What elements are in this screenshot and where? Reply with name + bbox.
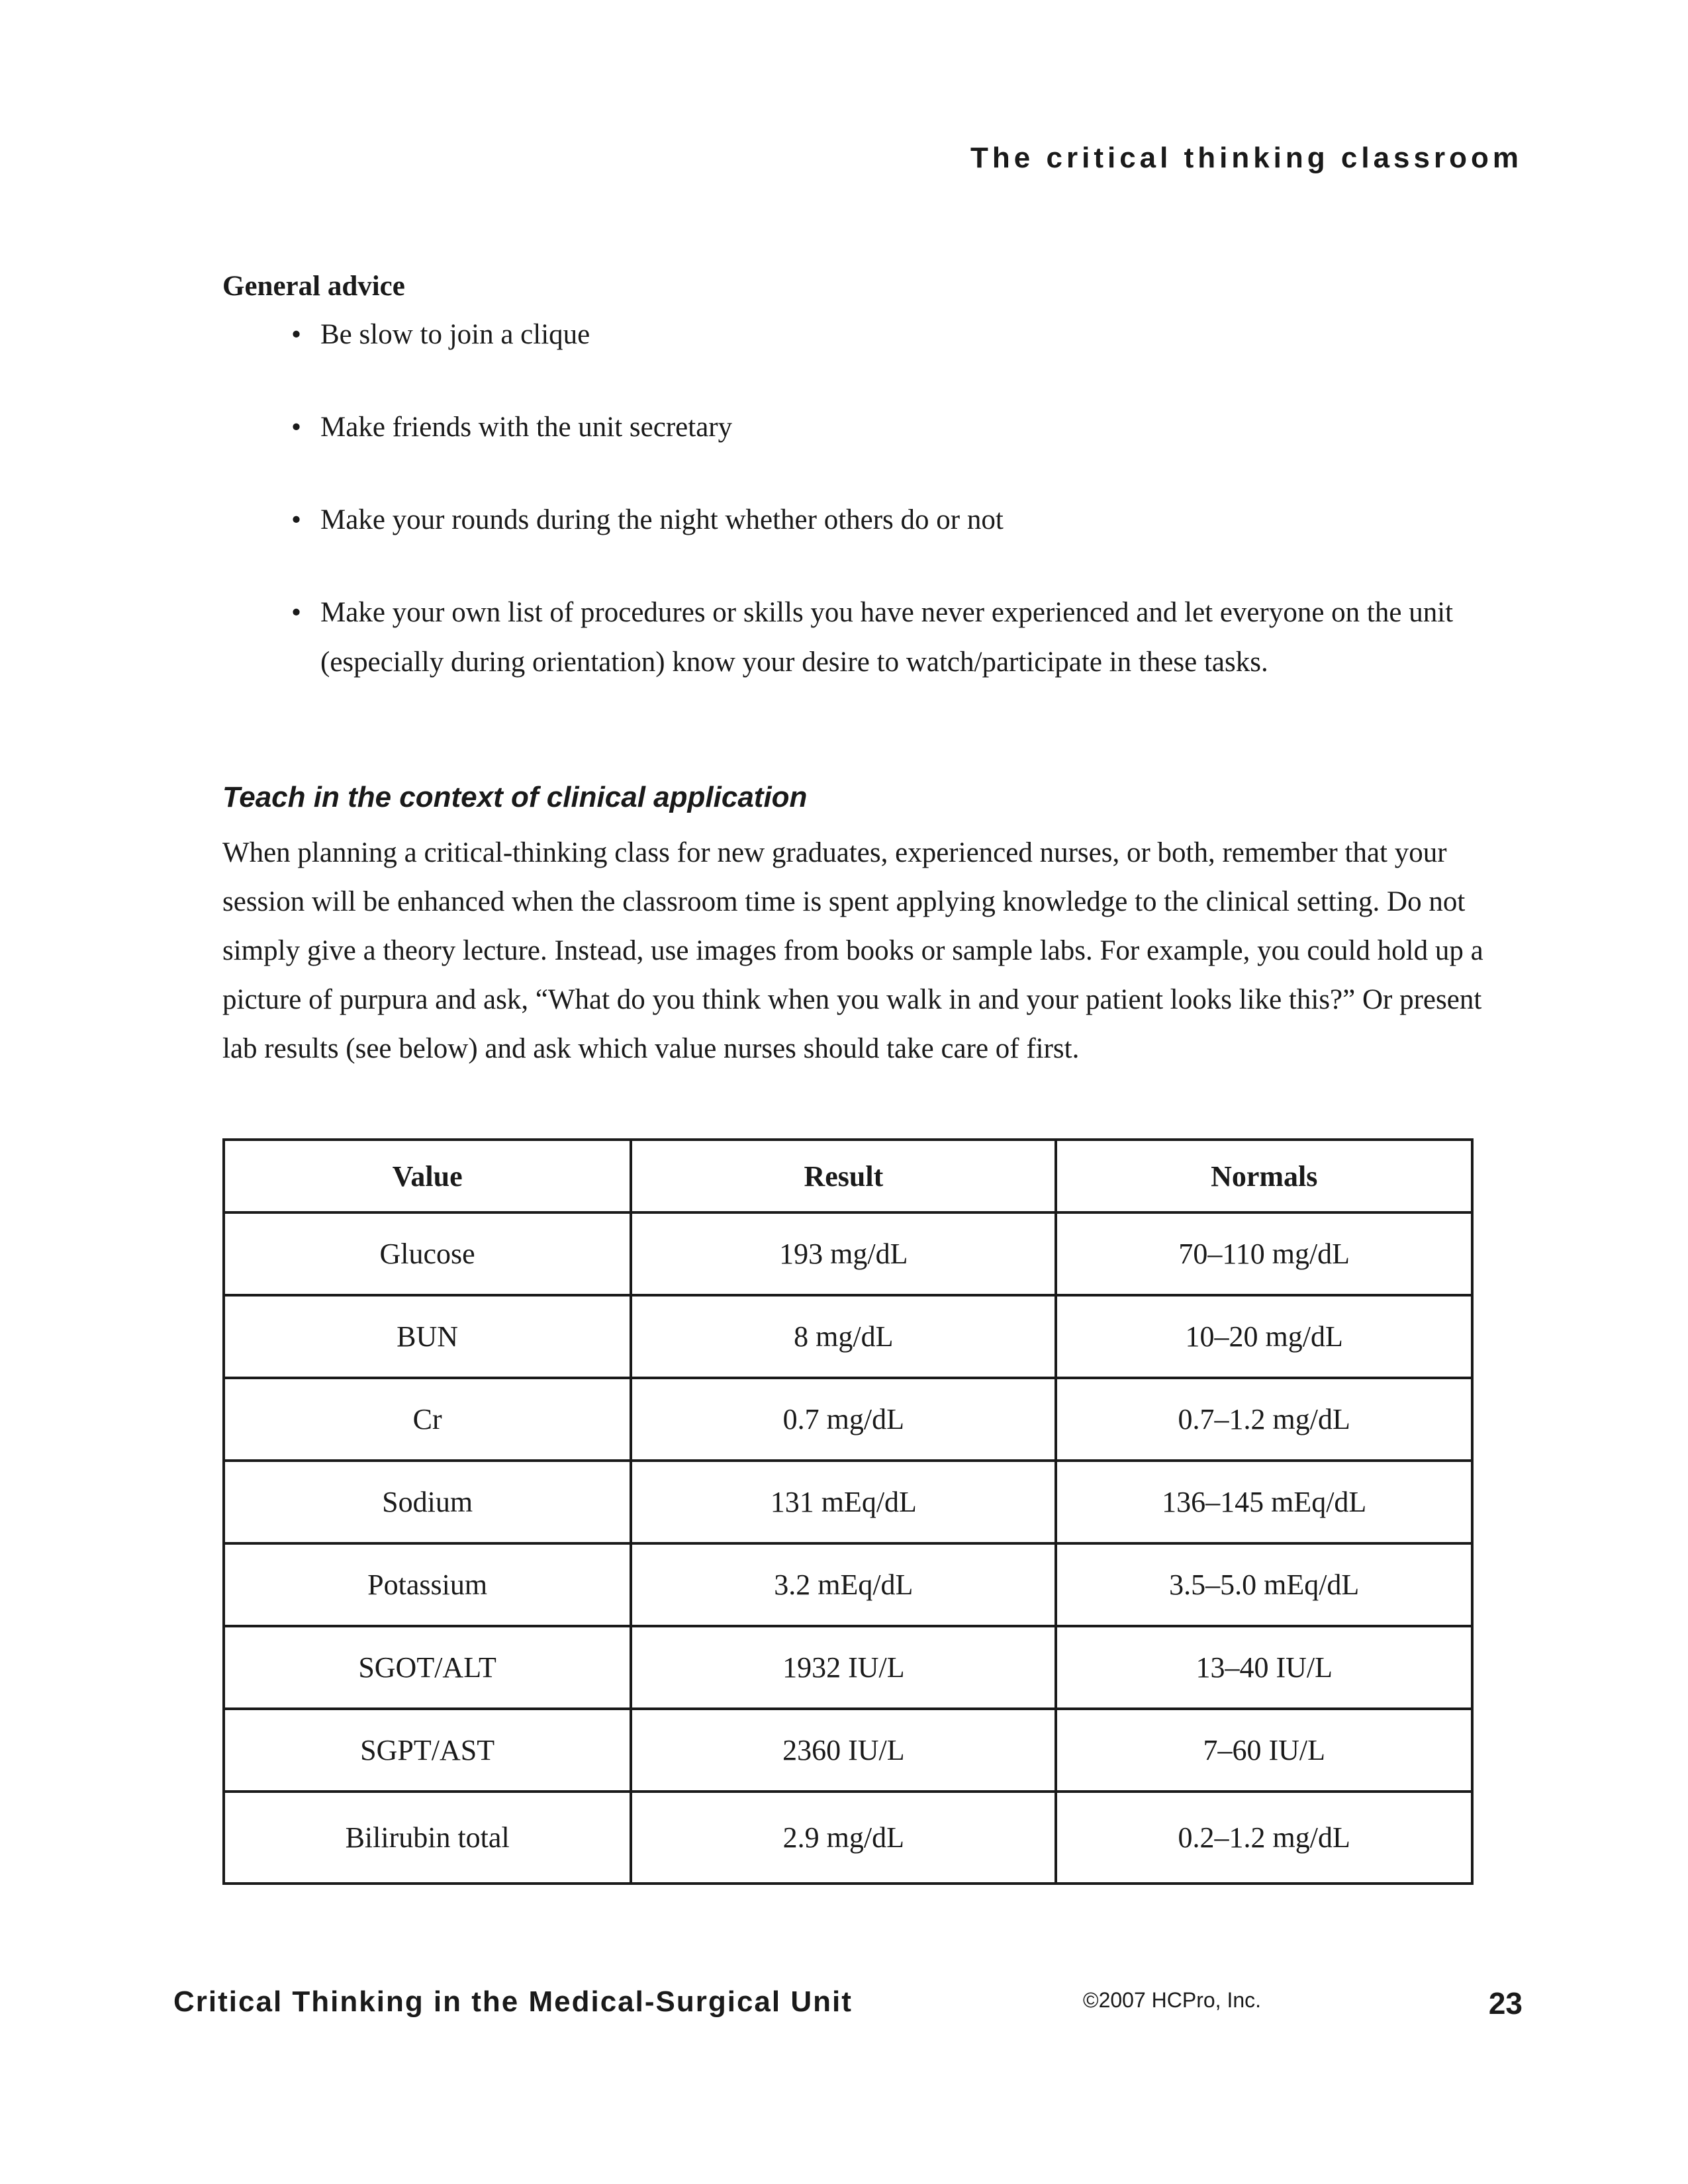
teach-section-paragraph: When planning a critical-thinking class for new graduates, experienced nurses, or both, remember that your session will be enhanced when the classroom time is spent applying knowledge to the clinical setting. Do not simply give a theory lecture. Instead, use images from books or sample labs. For example, you could hold up a picture of purpura and ask, “What do you think when you walk in and your patient looks like this?” Or present lab results (see below) and ask which value nurses should take care of first. bbox=[222, 837, 1483, 1064]
cell-value: SGPT/AST bbox=[224, 1709, 631, 1792]
cell-normals: 7–60 IU/L bbox=[1056, 1709, 1472, 1792]
table-row bbox=[224, 1461, 1472, 1543]
table-row bbox=[224, 1378, 1472, 1461]
cell-value: Sodium bbox=[224, 1461, 631, 1543]
table-header-row bbox=[224, 1140, 1472, 1212]
list-item bbox=[291, 588, 1496, 687]
general-advice-list bbox=[291, 310, 1496, 730]
cell-normals: 70–110 mg/dL bbox=[1056, 1212, 1472, 1295]
column-header-normals: Normals bbox=[1056, 1140, 1472, 1212]
cell-result: 1932 IU/L bbox=[631, 1626, 1056, 1709]
cell-value: Potassium bbox=[224, 1543, 631, 1626]
cell-normals: 136–145 mEq/dL bbox=[1056, 1461, 1472, 1543]
list-item bbox=[291, 402, 1496, 452]
list-item bbox=[291, 310, 1496, 359]
table-row bbox=[224, 1295, 1472, 1378]
cell-value: Bilirubin total bbox=[224, 1792, 631, 1884]
list-item-text: Make your own list of procedures or skills you have never experienced and let everyone on the unit (especially during orientation) know your desire to watch/participate in these tasks. bbox=[320, 597, 1454, 678]
cell-value: SGOT/ALT bbox=[224, 1626, 631, 1709]
bullet-icon: • bbox=[291, 597, 302, 628]
cell-normals: 0.7–1.2 mg/dL bbox=[1056, 1378, 1472, 1461]
cell-normals: 0.2–1.2 mg/dL bbox=[1056, 1792, 1472, 1884]
table-row bbox=[224, 1543, 1472, 1626]
cell-result: 193 mg/dL bbox=[631, 1212, 1056, 1295]
cell-result: 0.7 mg/dL bbox=[631, 1378, 1056, 1461]
list-item-text: Make friends with the unit secretary bbox=[320, 412, 733, 443]
bullet-icon: • bbox=[291, 504, 302, 535]
table-row bbox=[224, 1626, 1472, 1709]
table-row bbox=[224, 1792, 1472, 1884]
cell-result: 2360 IU/L bbox=[631, 1709, 1056, 1792]
column-header-result: Result bbox=[631, 1140, 1056, 1212]
column-header-value: Value bbox=[224, 1140, 631, 1212]
table-row bbox=[224, 1212, 1472, 1295]
cell-normals: 3.5–5.0 mEq/dL bbox=[1056, 1543, 1472, 1626]
list-item bbox=[291, 495, 1496, 545]
lab-results-table bbox=[222, 1138, 1474, 1885]
cell-value: Glucose bbox=[224, 1212, 631, 1295]
cell-value: Cr bbox=[224, 1378, 631, 1461]
list-item-text: Make your rounds during the night whether others do or not bbox=[320, 504, 1004, 535]
footer-copyright: ©2007 HCPro, Inc. bbox=[1083, 1988, 1262, 2012]
bullet-icon: • bbox=[291, 412, 302, 443]
cell-normals: 10–20 mg/dL bbox=[1056, 1295, 1472, 1378]
bullet-icon: • bbox=[291, 319, 302, 350]
running-head: The critical thinking classroom bbox=[970, 142, 1523, 174]
cell-result: 2.9 mg/dL bbox=[631, 1792, 1056, 1884]
teach-section-heading: Teach in the context of clinical application bbox=[222, 781, 808, 813]
cell-normals: 13–40 IU/L bbox=[1056, 1626, 1472, 1709]
table-row bbox=[224, 1709, 1472, 1792]
general-advice-heading: General advice bbox=[222, 271, 405, 302]
cell-result: 8 mg/dL bbox=[631, 1295, 1056, 1378]
cell-value: BUN bbox=[224, 1295, 631, 1378]
footer-book-title: Critical Thinking in the Medical-Surgical Unit bbox=[173, 1985, 853, 2018]
list-item-text: Be slow to join a clique bbox=[320, 319, 590, 350]
cell-result: 3.2 mEq/dL bbox=[631, 1543, 1056, 1626]
page-number: 23 bbox=[1488, 1986, 1523, 2021]
cell-result: 131 mEq/dL bbox=[631, 1461, 1056, 1543]
